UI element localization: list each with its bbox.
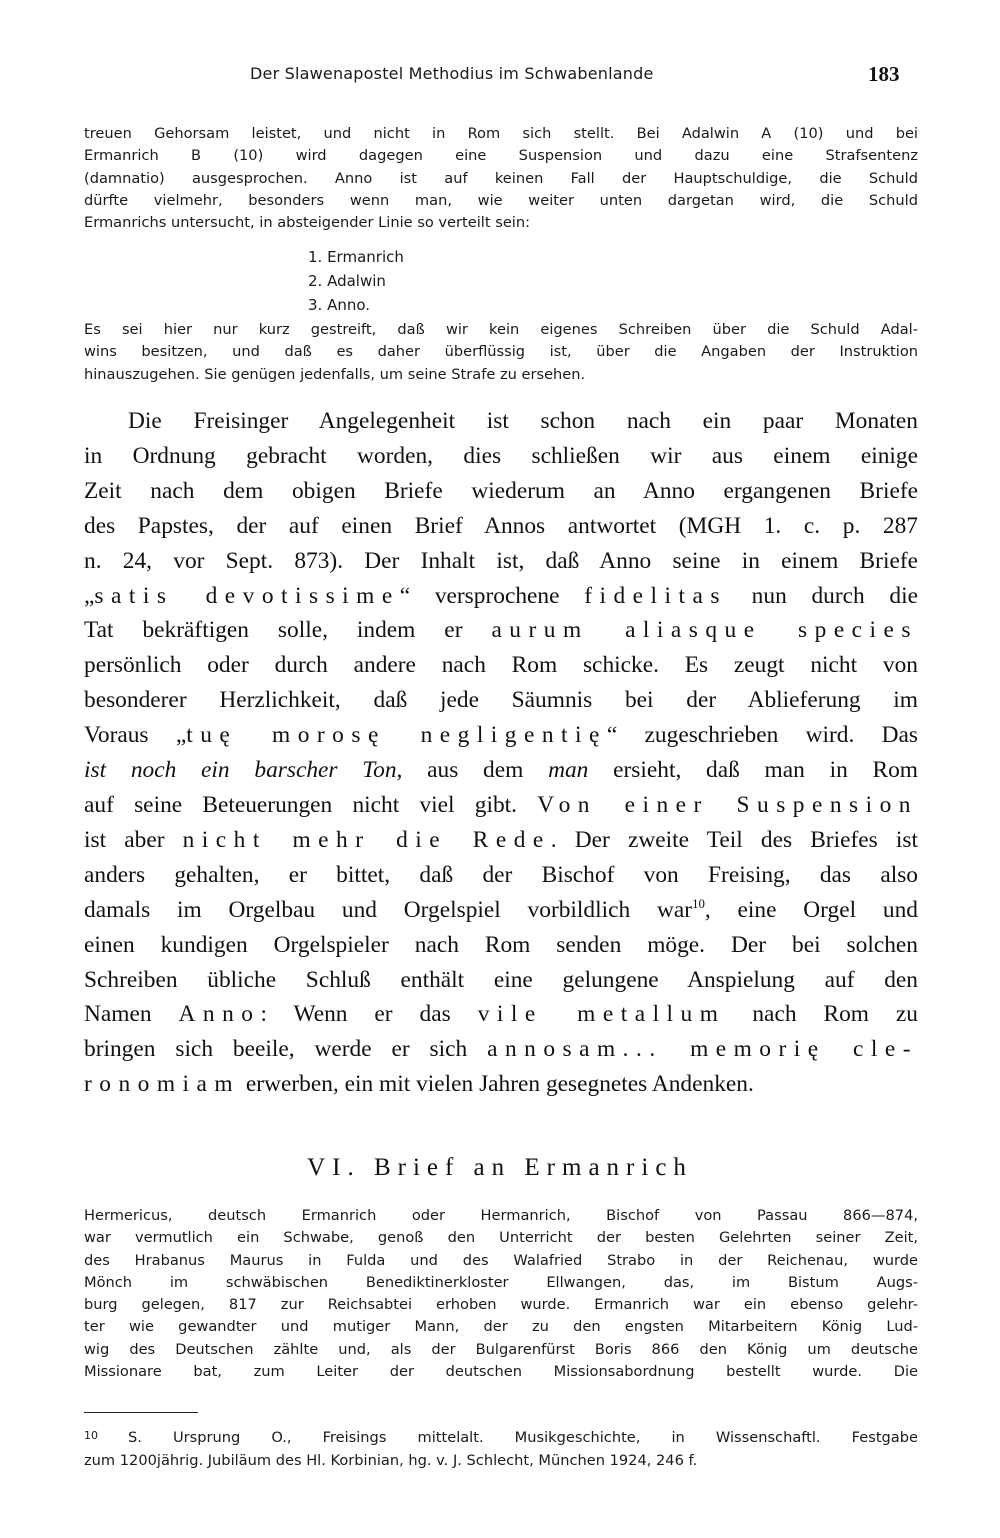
text-line: wins besitzen, und daß es daher überflüssig ist, über die Angaben der Instruktion xyxy=(84,343,918,361)
spaced-latin: annosam... memorię cle- xyxy=(487,1036,918,1063)
list-item: 2. Adalwin xyxy=(308,272,386,290)
text-line: persönlich oder durch andere nach Rom schicke. Es zeugt nicht von xyxy=(84,652,918,679)
text-line: hinauszugehen. Sie genügen jedenfalls, um seine Strafe zu ersehen. xyxy=(84,365,586,383)
text-run: erwerben, ein mit vielen Jahren gesegnetes Andenken. xyxy=(240,1071,754,1098)
list-item: 3. Anno. xyxy=(308,296,371,314)
text-line xyxy=(84,1067,918,1102)
text-run: : Wenn er das xyxy=(260,1001,478,1028)
main-paragraph xyxy=(84,404,918,1102)
text-run: Tat bekräftigen solle, indem er xyxy=(84,617,492,644)
text-line xyxy=(84,753,918,788)
text-run: ist aber xyxy=(84,826,183,853)
text-line: besonderer Herzlichkeit, daß jede Säumnis bei der Ablieferung im xyxy=(84,687,918,714)
text-line: war vermutlich ein Schwabe, genoß den Unterricht der besten Gelehrten seiner Zeit, xyxy=(84,1229,918,1247)
after-list-paragraph xyxy=(84,319,918,386)
text-line: Mönch im schwäbischen Benediktinerkloster Ellwangen, das, im Bistum Augs- xyxy=(84,1273,918,1291)
text-run: aus dem xyxy=(402,757,549,784)
text-line xyxy=(84,718,918,753)
text-run: “ versprochene xyxy=(399,582,585,609)
text-line: Schreiben übliche Schluß enthält eine gelungene Anspielung auf den xyxy=(84,966,918,993)
footnote-line xyxy=(84,1425,918,1450)
text-line xyxy=(84,788,918,823)
text-line: treuen Gehorsam leistet, und nicht in Rom sich stellt. Bei Adalwin A (10) und bei xyxy=(84,125,918,142)
text-line: dürfte vielmehr, besonders wenn man, wie weiter unten dargetan wird, die Schuld xyxy=(84,191,918,209)
guilt-ranking-list xyxy=(308,245,404,317)
text-line xyxy=(84,579,918,614)
text-line: einen kundigen Orgelspieler nach Rom senden möge. Der bei solchen xyxy=(84,931,918,958)
text-line: Ermanrichs untersucht, in absteigender Linie so verteilt sein: xyxy=(84,214,531,232)
footnote-line: zum 1200jährig. Jubiläum des Hl. Korbinian, hg. v. J. Schlecht, München 1924, 246 f. xyxy=(84,1451,698,1469)
spaced-latin: vile metallum xyxy=(477,1001,726,1028)
text-line: in Ordnung gebracht worden, dies schließen wir aus einem einige xyxy=(84,442,918,469)
text-line: des Hrabanus Maurus in Fulda und des Walafried Strabo in der Reichenau, wurde xyxy=(84,1251,918,1269)
text-run: ersieht, daß man in Rom xyxy=(588,757,918,784)
spaced-latin: satis devotissime xyxy=(94,582,400,609)
text-line: des Papstes, der auf einen Brief Annos antwortet (MGH 1. c. p. 287 xyxy=(84,512,918,539)
text-line xyxy=(84,893,918,928)
text-run: damals im Orgelbau und Orgelspiel vorbildlich war xyxy=(84,896,693,923)
text-line xyxy=(84,997,918,1032)
list-item: 1. Ermanrich xyxy=(308,248,404,266)
text-line: Zeit nach dem obigen Briefe wiederum an Anno ergangenen Briefe xyxy=(84,477,918,504)
text-line: Es sei hier nur kurz gestreift, daß wir kein eigenes Schreiben über die Schuld Adal- xyxy=(84,321,918,338)
spaced-latin: aurum aliasque species xyxy=(491,617,919,644)
text-run: auf seine Beteuerungen nicht viel gibt. xyxy=(84,791,538,818)
spaced-latin: fidelitas xyxy=(584,582,727,609)
text-line xyxy=(84,1032,918,1067)
text-line: (damnatio) ausgesprochen. Anno ist auf keinen Fall der Hauptschuldige, die Schuld xyxy=(84,169,918,187)
intro-paragraph xyxy=(84,123,918,234)
footnote-text: S. Ursprung O., Freisings mittelalt. Musikgeschichte, in Wissenschaftl. Festgabe xyxy=(128,1429,918,1446)
spaced-emphasis: Von einer Suspension xyxy=(537,791,918,818)
text-line xyxy=(84,613,918,648)
text-line: wig des Deutschen zählte und, als der Bulgarenfürst Boris 866 den König um deutsche xyxy=(84,1340,918,1358)
text-run: Voraus „ xyxy=(84,722,187,749)
spaced-latin: tuę morosę negligentię xyxy=(186,722,607,749)
text-run: Namen xyxy=(84,1001,179,1028)
page-number: 183 xyxy=(868,62,900,86)
text-run: nach Rom zu xyxy=(725,1001,918,1028)
italic-run: man xyxy=(548,757,589,784)
section-heading: VI. Brief an Ermanrich xyxy=(307,1154,693,1181)
text-run: , eine Orgel und xyxy=(704,896,918,923)
text-line: Hermericus, deutsch Ermanrich oder Hermanrich, Bischof von Passau 866—874, xyxy=(84,1207,918,1224)
text-line: burg gelegen, 817 zur Reichsabtei erhoben wurde. Ermanrich war ein ebenso gelehr- xyxy=(84,1296,918,1314)
text-run: bringen sich beeile, werde er sich xyxy=(84,1036,488,1063)
text-line xyxy=(84,823,918,858)
text-line: ter wie gewandter und mutiger Mann, der zu den engsten Mitarbeitern König Lud- xyxy=(84,1318,918,1336)
footnote-divider xyxy=(84,1412,198,1413)
text-line: Missionare bat, zum Leiter der deutschen Missionsabordnung bestellt wurde. Die xyxy=(84,1363,918,1381)
footnote-marker: 10 xyxy=(84,1429,98,1442)
footnote-reference[interactable]: 10 xyxy=(692,896,705,911)
footnote xyxy=(84,1425,918,1472)
section-paragraph xyxy=(84,1205,918,1383)
text-run: “ zugeschrieben wird. Das xyxy=(606,722,918,749)
text-run: . Der zweite Teil des Briefes ist xyxy=(550,826,918,853)
text-line: Ermanrich B (10) wird dagegen eine Suspension und dazu eine Strafsentenz xyxy=(84,147,918,165)
spaced-latin: ronomiam xyxy=(84,1071,241,1098)
text-run: nun durch die xyxy=(726,582,919,609)
text-line: n. 24, vor Sept. 873). Der Inhalt ist, daß Anno seine in einem Briefe xyxy=(84,547,918,574)
quote-mark: „ xyxy=(84,582,95,609)
spaced-emphasis: nicht mehr die Rede xyxy=(182,826,551,853)
spaced-name: Anno xyxy=(178,1001,261,1028)
running-head: Der Slawenapostel Methodius im Schwabenlande xyxy=(250,64,654,83)
italic-run: ist noch ein barscher Ton, xyxy=(84,757,403,784)
text-line: anders gehalten, er bittet, daß der Bischof von Freising, das also xyxy=(84,861,918,888)
text-line: Die Freisinger Angelegenheit ist schon nach ein paar Monaten xyxy=(128,408,918,434)
